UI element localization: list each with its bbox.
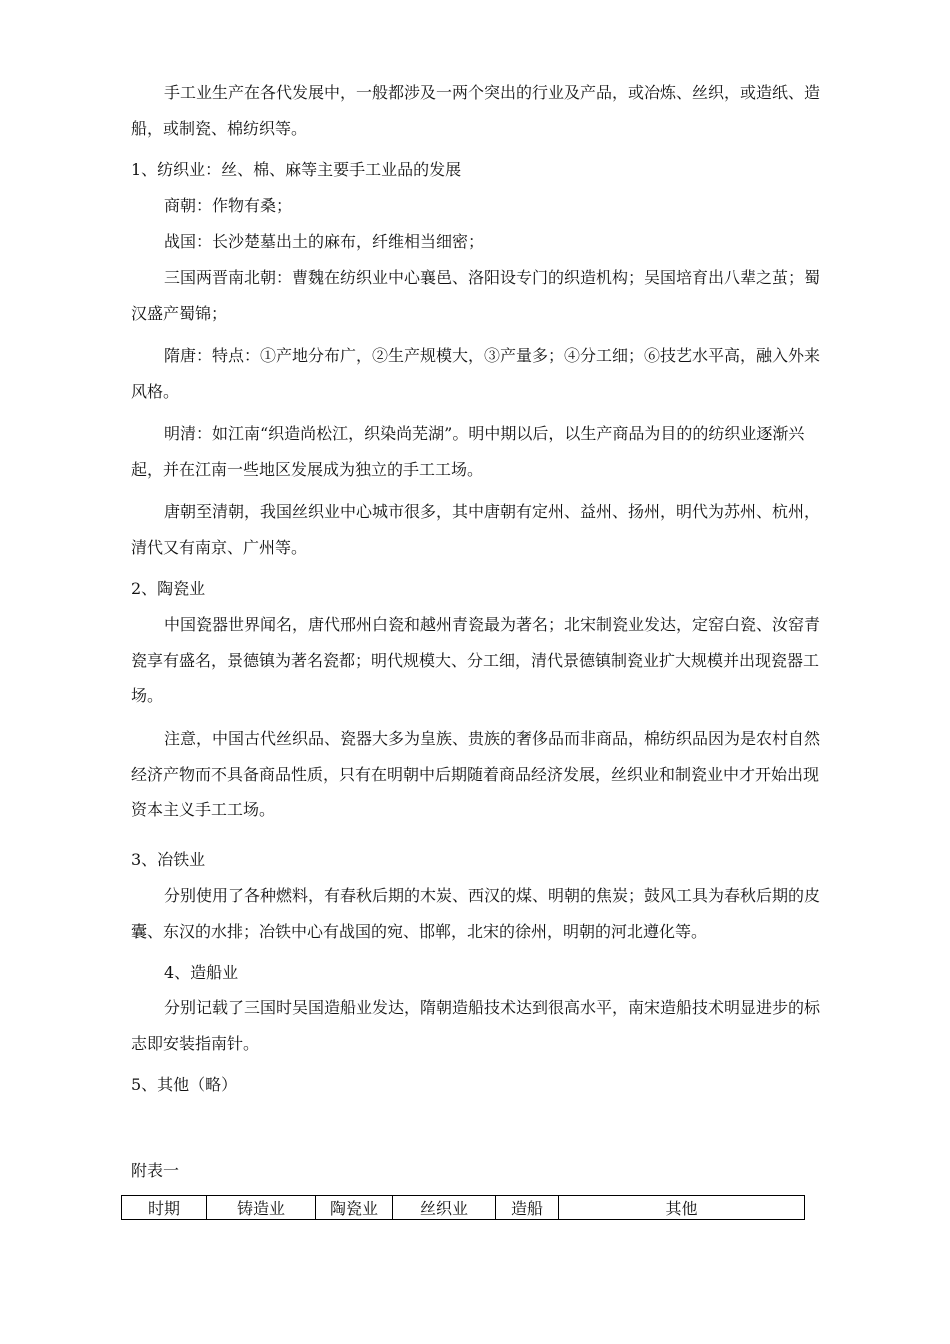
mingqing-paragraph: 明清：如江南“织造尚松江，织染尚芜湖”。明中期以后，以生产商品为目的的纺织业逐渐兴起，并在江南一些地区发展成为独立的手工工场。 <box>131 424 805 479</box>
table-header-cell: 铸造业 <box>207 1196 316 1220</box>
iron-paragraph: 分别使用了各种燃料，有春秋后期的木炭、西汉的煤、明朝的焦炭；鼓风工具为春秋后期的皮囊、东汉的水排；冶铁中心有战国的宛、邯郸，北宋的徐州，明朝的河北遵化等。 <box>131 886 821 941</box>
table-caption: 附表一 <box>131 1161 180 1180</box>
zhanguo-paragraph: 战国：长沙楚墓出土的麻布，纤维相当细密； <box>164 232 485 251</box>
table-header-cell: 陶瓷业 <box>316 1196 393 1220</box>
suitang-paragraph: 隋唐：特点：①产地分布广，②生产规模大，③产量多；④分工细；⑥技艺水平高，融入外来风格。 <box>131 346 821 401</box>
table-header-cell: 造船 <box>496 1196 559 1220</box>
section-1-heading: 1、纺织业：丝、棉、麻等主要手工业品的发展 <box>131 160 462 179</box>
sanguo-paragraph: 三国两晋南北朝：曹魏在纺织业中心襄邑、洛阳设专门的织造机构；吴国培育出八辈之茧；蜀汉盛产蜀锦； <box>131 268 821 323</box>
section-2-heading: 2、陶瓷业 <box>131 579 206 598</box>
section-3-heading: 3、冶铁业 <box>131 850 206 869</box>
table-header-cell: 其他 <box>559 1196 805 1220</box>
silk-cities-paragraph: 唐朝至清朝，我国丝织业中心城市很多，其中唐朝有定州、益州、扬州，明代为苏州、杭州，清代又有南京、广州等。 <box>131 502 821 557</box>
section-5-heading: 5、其他（略） <box>131 1075 238 1094</box>
shipbuilding-paragraph: 分别记载了三国时吴国造船业发达，隋朝造船技术达到很高水平，南宋造船技术明显进步的标志即安装指南针。 <box>131 998 821 1053</box>
table-header-cell: 时期 <box>122 1196 207 1220</box>
table-header-cell: 丝织业 <box>393 1196 496 1220</box>
appendix-table <box>121 1195 805 1220</box>
ceramics-paragraph: 中国瓷器世界闻名，唐代邢州白瓷和越州青瓷最为著名；北宋制瓷业发达，定窑白瓷、汝窑青瓷享有盛名，景德镇为著名瓷都；明代规模大、分工细，清代景德镇制瓷业扩大规模并出现瓷器工场。 <box>131 615 821 705</box>
table-header-row <box>122 1196 805 1220</box>
note-paragraph: 注意，中国古代丝织品、瓷器大多为皇族、贵族的奢侈品而非商品，棉纺织品因为是农村自然经济产物而不具备商品性质，只有在明朝中后期随着商品经济发展，丝织业和制瓷业中才开始出现资本主义手工工场。 <box>131 729 821 819</box>
section-4-heading: 4、造船业 <box>164 963 239 982</box>
shang-paragraph: 商朝：作物有桑； <box>164 196 293 215</box>
intro-paragraph: 手工业生产在各代发展中，一般都涉及一两个突出的行业及产品，或冶炼、丝织，或造纸、造船，或制瓷、棉纺织等。 <box>131 83 821 138</box>
